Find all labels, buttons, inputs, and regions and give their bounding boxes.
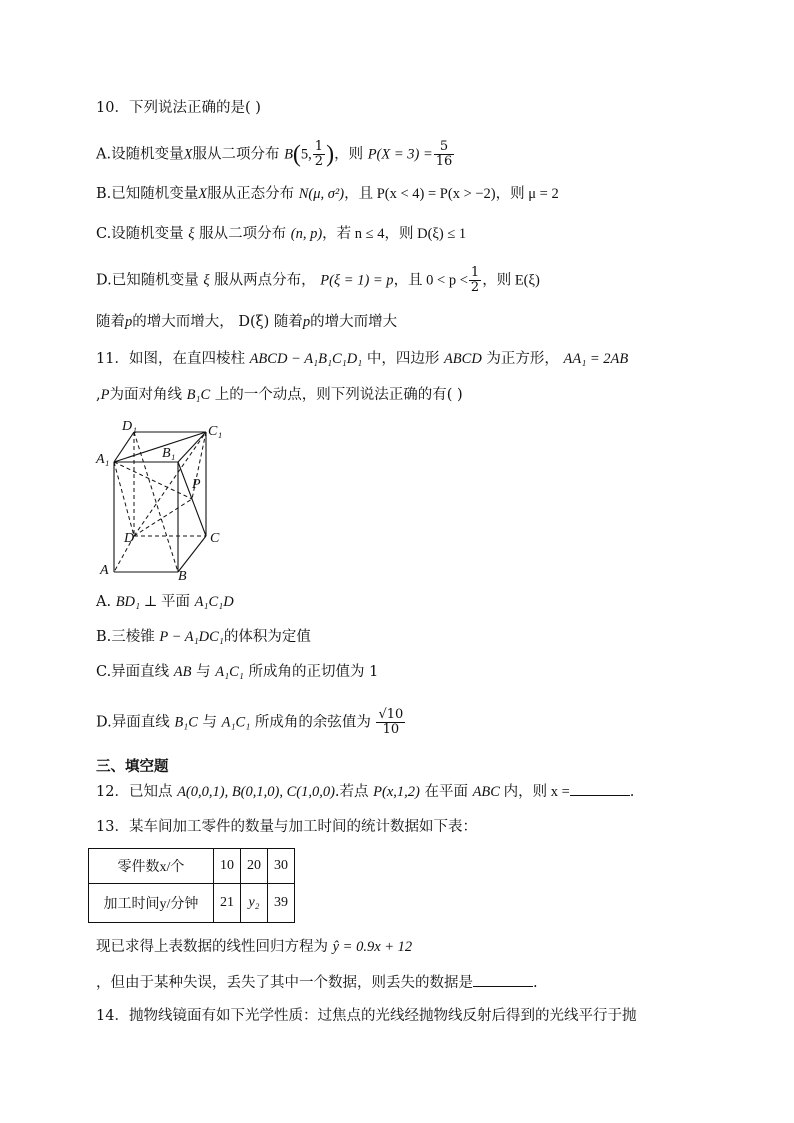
- label-c1: C₁: [208, 424, 223, 439]
- fraction-d-one-half: $\frac{1}{2}$: [470, 265, 480, 295]
- q10-option-d-continued: 随着p的增大而增大， D(ξ) 随着p的增大而增大: [96, 314, 398, 330]
- section-title-fill-in: 三、填空题: [96, 758, 169, 775]
- answer-blank-q12[interactable]: [570, 781, 630, 796]
- prism-figure: [92, 418, 242, 584]
- answer-blank-q13[interactable]: [473, 972, 533, 987]
- q10-option-c: C.设随机变量 ξ 服从二项分布 (n, p)，若 n ≤ 4，则 D(ξ) ≤ 1: [96, 226, 467, 242]
- q11-option-d: D.异面直线 B₁C 与 A₁C₁ 所成角的余弦值为 $\frac{√10}{10}$: [96, 707, 404, 737]
- q10-stem: 10．下列说法正确的是( ): [96, 100, 261, 116]
- data-table: [88, 848, 295, 923]
- table-row: [89, 884, 295, 923]
- table-cell: 零件数x/个: [89, 849, 214, 884]
- q13-regression-line: 现已求得上表数据的线性回归方程为 ŷ = 0.9x + 12: [96, 939, 413, 955]
- q11-option-b: B.三棱锥 P − A₁DC₁的体积为定值: [96, 629, 311, 645]
- table-row: [89, 849, 295, 884]
- q10-option-d: D.已知随机变量 ξ 服从两点分布， P(ξ = 1) = p，且 0 < p < $\frac{1}{2}$ ，则 E(ξ): [96, 265, 540, 295]
- label-a: A: [100, 563, 109, 578]
- label-d: D: [124, 531, 135, 546]
- table-cell: 39: [268, 884, 295, 923]
- q14-stem: 14．抛物线镜面有如下光学性质：过焦点的光线经抛物线反射后得到的光线平行于抛: [96, 1008, 637, 1024]
- table-cell: 加工时间y/分钟: [89, 884, 214, 923]
- q10-option-b: B.已知随机变量X服从正态分布 N(μ, σ²)，且 P(x < 4) = P(x > −2)，则 μ = 2: [96, 186, 559, 202]
- q13-stem: 13．某车间加工零件的数量与加工时间的统计数据如下表：: [96, 819, 477, 835]
- table-cell: 20: [241, 849, 268, 884]
- table-cell: 10: [214, 849, 241, 884]
- q11-stem-line2: ,P为面对角线 B₁C 上的一个动点，则下列说法正确的有( ): [96, 387, 463, 403]
- fraction-sqrt10-over-10: $\frac{√10}{10}$: [378, 707, 404, 737]
- label-p: P: [192, 477, 201, 492]
- fraction-five-sixteenths: $\frac{5}{16}$: [435, 139, 453, 169]
- q10-option-a: A.设随机变量X服从二项分布 B(5, $\frac{1}{2}$ )，则 P(X = 3) = $\frac{5}{16}$: [96, 139, 453, 169]
- label-c: C: [210, 531, 220, 546]
- q11-stem-line1: 11．如图，在直四棱柱 ABCD − A₁B₁C₁D₁ 中，四边形 ABCD 为正方形， AA₁ = 2AB: [96, 351, 629, 367]
- label-d1: D₁: [122, 419, 137, 434]
- table-cell: 21: [214, 884, 241, 923]
- table-cell: y₂: [241, 884, 268, 923]
- q11-option-c: C.异面直线 AB 与 A₁C₁ 所成角的正切值为 1: [96, 664, 379, 680]
- label-b1: B₁: [162, 446, 176, 461]
- label-a1: A₁: [96, 452, 110, 467]
- q13-question: ，但由于某种失误，丢失了其中一个数据，则丢失的数据是 .: [96, 972, 538, 993]
- fraction-one-half: $\frac{1}{2}$: [314, 139, 324, 169]
- q11-option-a: A. BD₁ ⊥ 平面 A₁C₁D: [96, 594, 234, 610]
- q12-stem: 12．已知点 A(0,0,1), B(0,1,0), C(1,0,0).若点 P(x,1,2) 在平面 ABC 内，则 x = .: [96, 781, 634, 802]
- label-b: B: [178, 569, 187, 584]
- table-cell: 30: [268, 849, 295, 884]
